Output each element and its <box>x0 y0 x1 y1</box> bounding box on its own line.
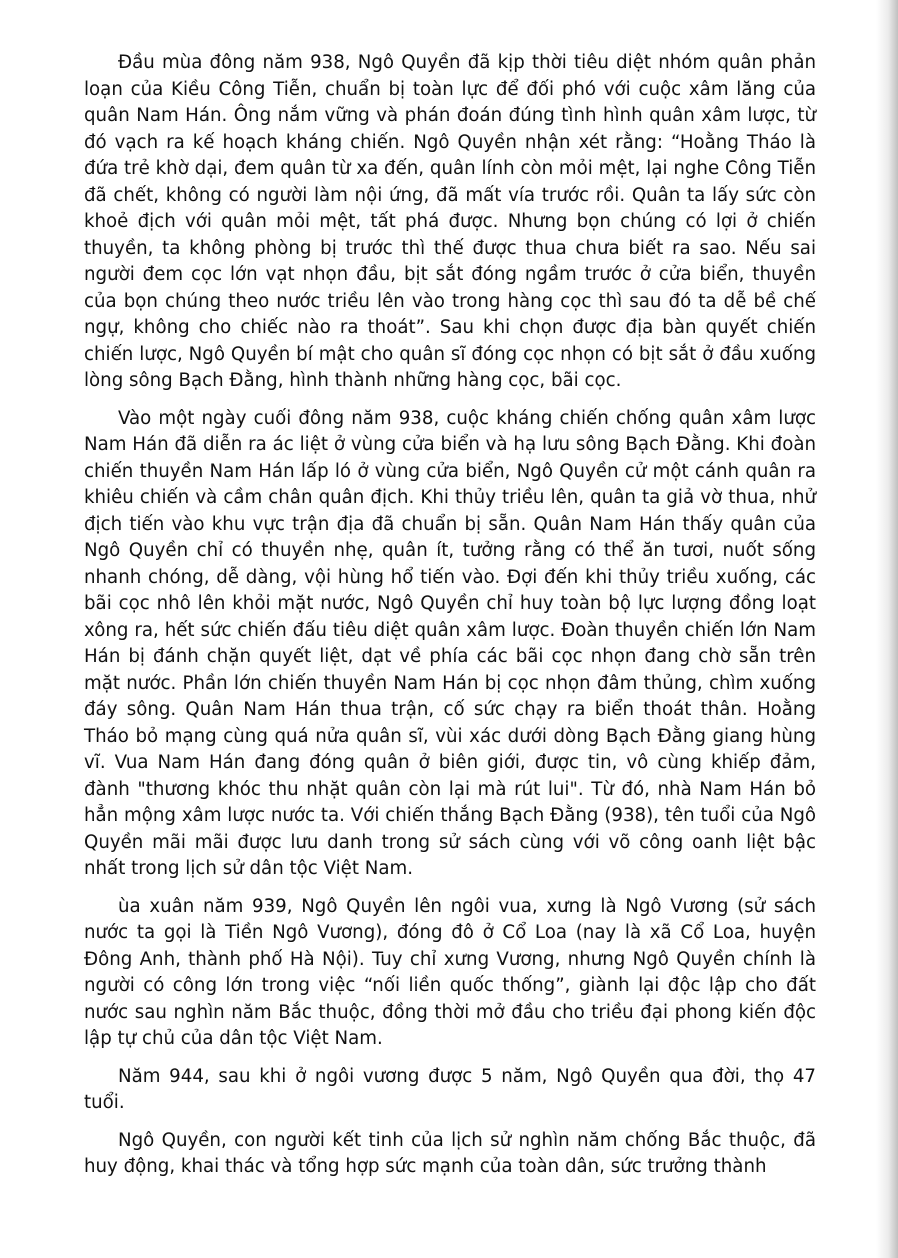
paragraph-bach-dang-battle: Vào một ngày cuối đông năm 938, cuộc kháng chiến chống quân xâm lược Nam Hán đã diễn ra ác liệt ở vùng cửa biển và hạ lưu sông Bạch Đằng. Khi đoàn chiến thuyền Nam Hán lấp ló ở vùng cửa biển, Ngô Quyền cử một cánh quân ra khiêu chiến và cầm chân quân địch. Khi thủy triều lên, quân ta giả vờ thua, nhử địch tiến vào khu vực trận địa đã chuẩn bị sẵn. Quân Nam Hán thấy quân của Ngô Quyền chỉ có thuyền nhẹ, quân ít, tưởng rằng có thể ăn tươi, nuốt sống nhanh chóng, dễ dàng, vội hùng hổ tiến vào. Đợi đến khi thủy triều xuống, các bãi cọc nhô lên khỏi mặt nước, Ngô Quyền chỉ huy toàn bộ lực lượng đồng loạt xông ra, hết sức chiến đấu tiêu diệt quân xâm lược. Đoàn thuyền chiến lớn Nam Hán bị đánh chặn quyết liệt, dạt về phía các bãi cọc nhọn đang chờ sẵn trên mặt nước. Phần lớn chiến thuyền Nam Hán bị cọc nhọn đâm thủng, chìm xuống đáy sông. Quân Nam Hán thua trận, cố sức chạy ra biển thoát thân. Hoằng Tháo bỏ mạng cùng quá nửa quân sĩ, vùi xác dưới dòng Bạch Đằng giang hùng vĩ. Vua Nam Hán đang đóng quân ở biên giới, được tin, vô cùng khiếp đảm, đành "thương khóc thu nhặt quân còn lại mà rút lui". Từ đó, nhà Nam Hán bỏ hẳn mộng xâm lược nước ta. Với chiến thắng Bạch Đằng (938), tên tuổi của Ngô Quyền mãi mãi được lưu danh trong sử sách cùng với võ công oanh liệt bậc nhất trong lịch sử dân tộc Việt Nam. <box>84 407 816 879</box>
paragraph-spring-939-coronation: ùa xuân năm 939, Ngô Quyền lên ngôi vua, xưng là Ngô Vương (sử sách nước ta gọi là Tiền Ngô Vương), đóng đô ở Cổ Loa (nay là xã Cổ Loa, huyện Đông Anh, thành phố Hà Nội). Tuy chỉ xưng Vương, nhưng Ngô Quyền chính là người có công lớn trong việc “nối liền quốc thống”, giành lại độc lập cho đất nước sau nghìn năm Bắc thuộc, đồng thời mở đầu cho triều đại phong kiến độc lập tự chủ của dân tộc Việt Nam. <box>84 895 816 1049</box>
paragraph-winter-938-preparation: Đầu mùa đông năm 938, Ngô Quyền đã kịp thời tiêu diệt nhóm quân phản loạn của Kiều Công Tiễn, chuẩn bị toàn lực để đối phó với cuộc xâm lăng của quân Nam Hán. Ông nắm vững và phán đoán đúng tình hình quân xâm lược, từ đó vạch ra kế hoạch kháng chiến. Ngô Quyền nhận xét rằng: “Hoằng Tháo là đứa trẻ khờ dại, đem quân từ xa đến, quân lính còn mỏi mệt, lại nghe Công Tiễn đã chết, không có người làm nội ứng, đã mất vía trước rồi. Quân ta lấy sức còn khoẻ địch với quân mỏi mệt, tất phá được. Nhưng bọn chúng có lợi ở chiến thuyền, ta không phòng bị trước thì thế được thua chưa biết ra sao. Nếu sai người đem cọc lớn vạt nhọn đầu, bịt sắt đóng ngầm trước ở cửa biển, thuyền của bọn chúng theo nước triều lên vào trong hàng cọc thì sau đó ta dễ bề chế ngự, không cho chiếc nào ra thoát”. Sau khi chọn được địa bàn quyết chiến chiến lược, Ngô Quyền bí mật cho quân sĩ đóng cọc nhọn có bịt sắt ở đầu xuống lòng sông Bạch Đằng, hình thành những hàng cọc, bãi cọc. <box>84 52 816 391</box>
paragraph-legacy: Ngô Quyền, con người kết tinh của lịch sử nghìn năm chống Bắc thuộc, đã huy động, khai thác và tổng hợp sức mạnh của toàn dân, sức trưởng thành <box>84 1129 816 1177</box>
page-edge-shadow <box>876 0 898 1258</box>
paragraph-death-944: Năm 944, sau khi ở ngôi vương được 5 năm, Ngô Quyền qua đời, thọ 47 tuổi. <box>84 1065 816 1113</box>
document-page <box>84 50 816 1192</box>
